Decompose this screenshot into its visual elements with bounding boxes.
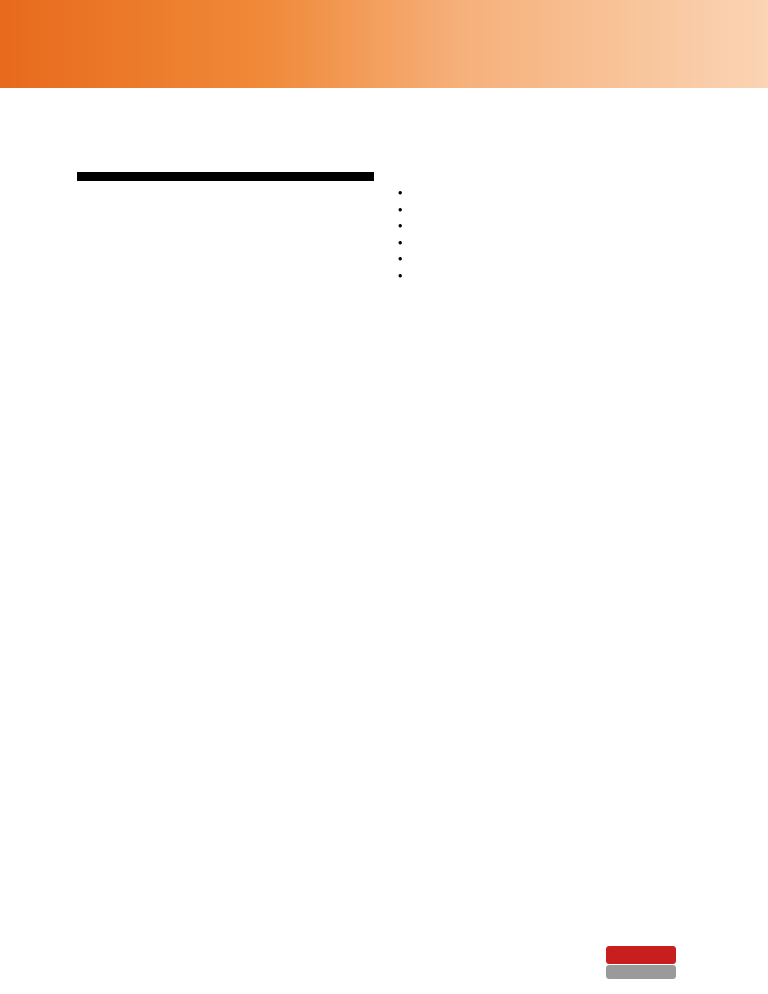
spacer (77, 153, 374, 169)
page-header (0, 0, 768, 88)
spacer (398, 316, 694, 332)
spacer (77, 205, 374, 221)
bullet-icon: • (398, 219, 403, 233)
right-column (398, 153, 694, 332)
bullet-icon: • (398, 202, 403, 217)
list-item (398, 202, 694, 219)
list-item (398, 185, 694, 202)
list-item (398, 218, 694, 235)
bullet-icon: • (398, 186, 403, 200)
list-item (398, 268, 694, 285)
logo-top-band (606, 946, 676, 964)
bullet-icon: • (398, 252, 403, 266)
list-item (398, 235, 694, 252)
spacer (398, 169, 694, 185)
specs-table (77, 172, 374, 181)
bullet-icon: • (398, 235, 403, 250)
list-item (398, 251, 694, 268)
spacer (398, 300, 694, 316)
spacer (398, 153, 694, 169)
left-column (77, 153, 374, 237)
spacer (77, 221, 374, 237)
fassa-bortolo-logo (606, 946, 676, 980)
bullet-icon: • (398, 268, 403, 283)
spacer (398, 284, 694, 300)
logo-bottom-band (606, 965, 676, 979)
spacer (77, 181, 374, 205)
